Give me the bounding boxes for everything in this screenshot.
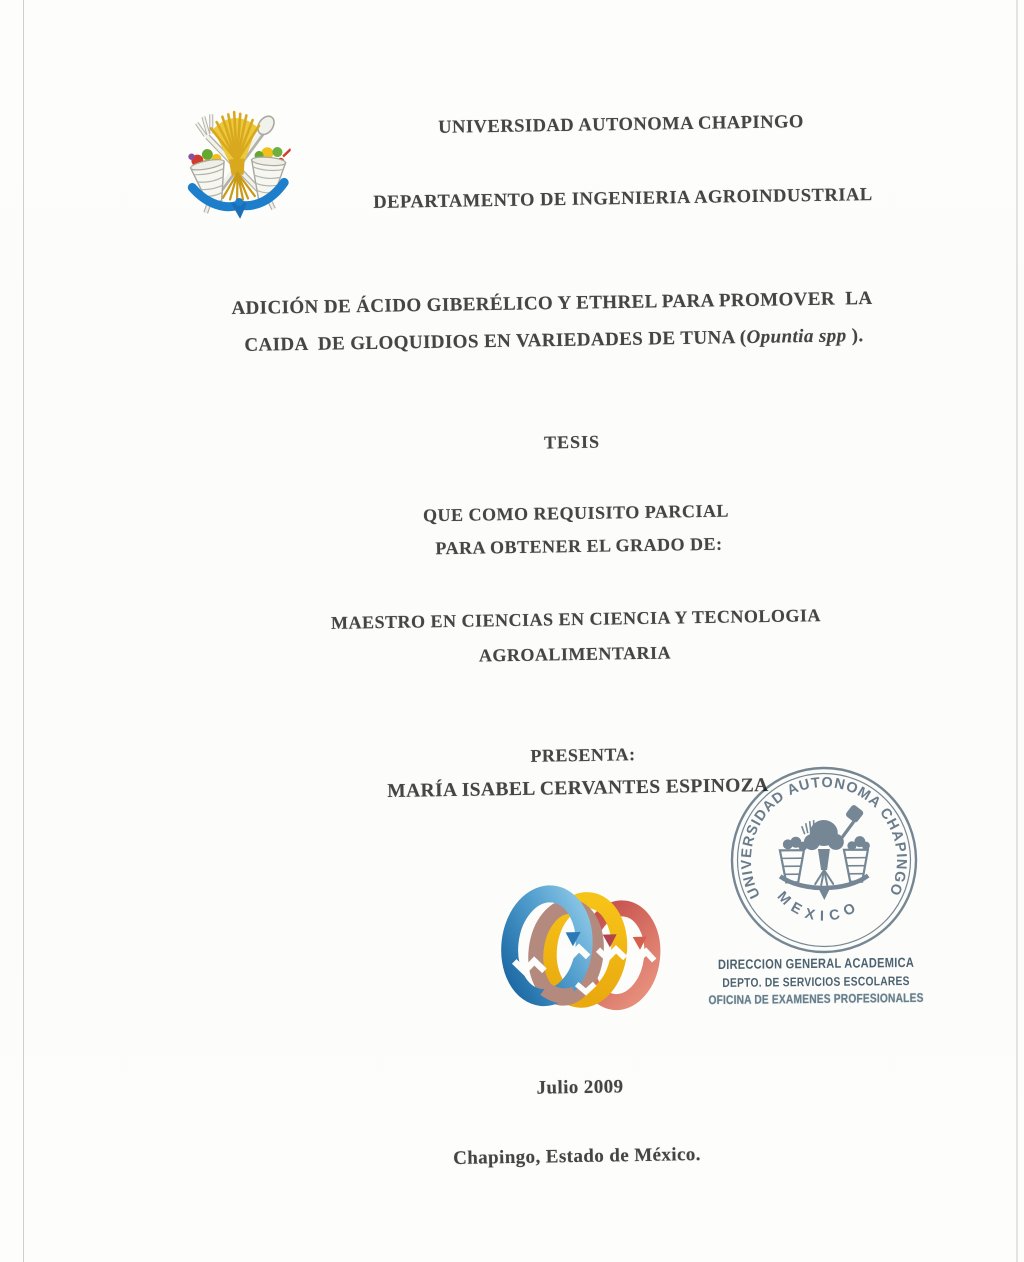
department-name: DEPARTAMENTO DE INGENIERIA AGROINDUSTRIAL [373, 185, 873, 213]
requirement-line1: QUE COMO REQUISITO PARCIAL [422, 500, 730, 526]
thesis-title-line2 [244, 325, 863, 357]
degree-line2: AGROALIMENTARIA [478, 642, 672, 666]
title-line2-text: CAIDA DE GLOQUIDIOS EN VARIEDADES DE TUNA ( [244, 326, 747, 356]
publication-location: Chapingo, Estado de México. [452, 1144, 702, 1169]
stamp-caption-line1: DIRECCION GENERAL ACADEMICA [717, 954, 915, 973]
stamp-bottom-text: MEXICO [773, 888, 862, 925]
presents-label: PRESENTA: [530, 744, 636, 766]
university-name: UNIVERSIDAD AUTONOMA CHAPINGO [438, 112, 804, 138]
university-crest-logo [182, 100, 293, 226]
svg-text:MEXICO [774, 888, 862, 925]
species-name: Opuntia spp [746, 325, 847, 348]
stamp-caption-line2: DEPTO. DE SERVICIOS ESCOLARES [722, 974, 910, 990]
title-line2-end: ). [846, 325, 864, 347]
degree-line1: MAESTRO EN CIENCIAS EN CIENCIA Y TECNOLOGIA [330, 605, 822, 633]
three-interlocked-rings-logo [499, 878, 667, 1021]
publication-date: Julio 2009 [536, 1076, 624, 1099]
scan-artifact-line-right [1016, 0, 1018, 1262]
thesis-label: TESIS [543, 431, 601, 453]
registrar-seal-stamp [721, 757, 927, 963]
stamp-crest [780, 804, 871, 901]
thesis-title-line1: ADICIÓN DE ÁCIDO GIBERÉLICO Y ETHREL PARA PROMOVER LA [231, 287, 873, 320]
scan-artifact-line-left [23, 0, 24, 1262]
author-name: MARÍA ISABEL CERVANTES ESPINOZA [387, 775, 769, 802]
stamp-arc-text: UNIVERSIDAD AUTONOMA CHAPINGO [738, 774, 910, 901]
requirement-line2: PARA OBTENER EL GRADO DE: [435, 533, 723, 559]
stamp-caption-line3: OFICINA DE EXAMENES PROFESIONALES [708, 990, 924, 1008]
